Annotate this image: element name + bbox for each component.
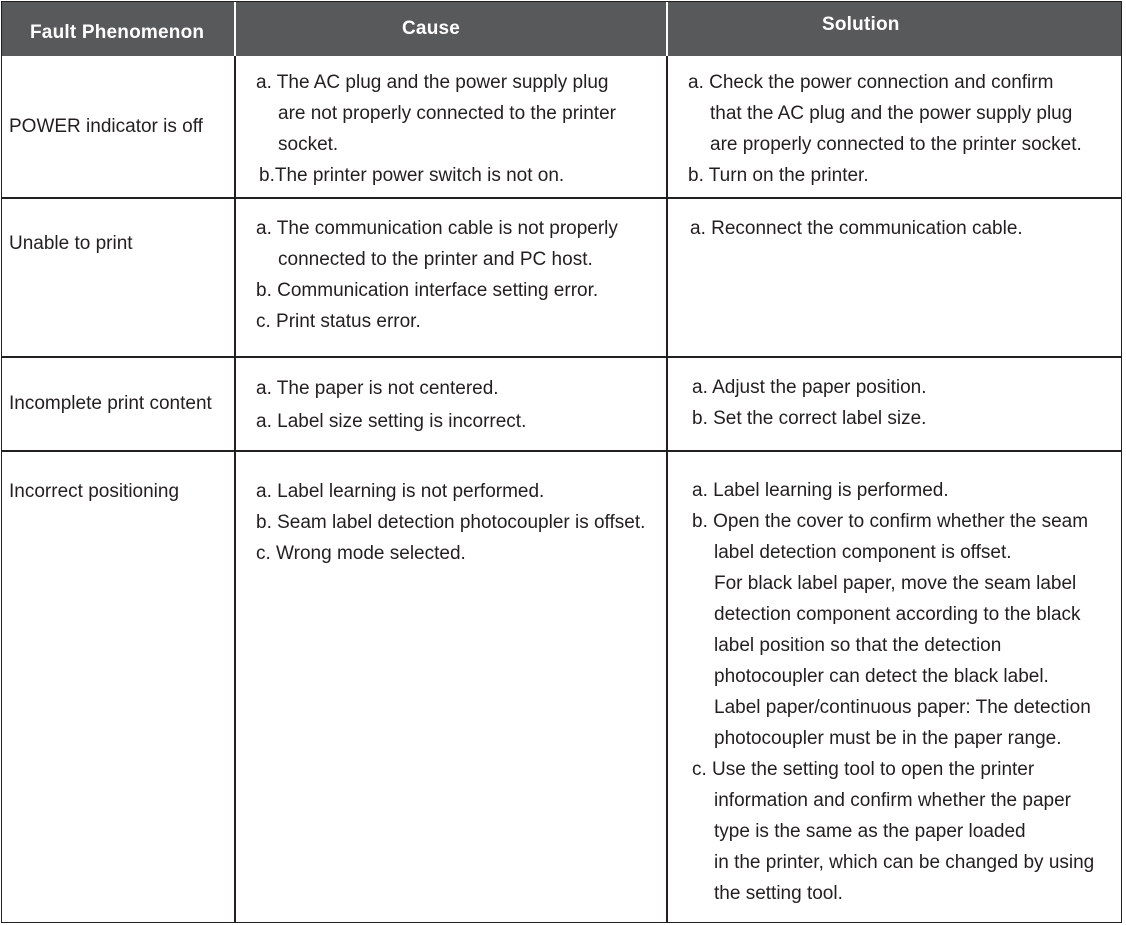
cause-line: a. The AC plug and the power supply plug xyxy=(256,72,609,93)
solution-line: b. Turn on the printer. xyxy=(688,165,869,186)
solution-incorrect-positioning xyxy=(692,475,1094,909)
solution-line: b. Open the cover to confirm whether the seam xyxy=(692,511,1089,532)
fault-incomplete-print: Incomplete print content xyxy=(9,393,212,414)
header-cause: Cause xyxy=(402,18,461,39)
row-divider xyxy=(2,356,1121,358)
cause-line: a. Label learning is not performed. xyxy=(256,481,545,502)
cause-incomplete-print xyxy=(256,373,526,437)
solution-line: are properly connected to the printer socket. xyxy=(710,134,1082,155)
header-fault: Fault Phenomenon xyxy=(30,22,205,43)
fault-unable-to-print: Unable to print xyxy=(9,233,133,254)
troubleshooting-table xyxy=(1,1,1122,923)
cause-line: a. The paper is not centered. xyxy=(256,378,499,399)
fault-power-indicator: POWER indicator is off xyxy=(9,116,203,137)
solution-line: For black label paper, move the seam label xyxy=(714,573,1077,594)
header-divider xyxy=(234,2,236,56)
cause-line: a. The communication cable is not properly xyxy=(256,218,618,239)
cause-line: c. Wrong mode selected. xyxy=(256,543,466,564)
solution-line: photocoupler must be in the paper range. xyxy=(714,728,1062,749)
solution-power-indicator xyxy=(688,67,1082,191)
cause-line: connected to the printer and PC host. xyxy=(278,249,593,270)
header-solution: Solution xyxy=(822,14,900,35)
cause-line: b. Seam label detection photocoupler is offset. xyxy=(256,512,646,533)
column-divider xyxy=(234,2,236,922)
solution-line: information and confirm whether the paper xyxy=(714,790,1071,811)
solution-line: label detection component is offset. xyxy=(714,542,1012,563)
row-divider xyxy=(2,197,1121,199)
cause-unable-to-print xyxy=(256,213,618,337)
solution-line: a. Label learning is performed. xyxy=(692,480,949,501)
solution-line: detection component according to the black xyxy=(714,604,1081,625)
cause-line: c. Print status error. xyxy=(256,311,421,332)
cause-power-indicator xyxy=(256,67,616,191)
solution-line: photocoupler can detect the black label. xyxy=(714,666,1049,687)
solution-line: b. Set the correct label size. xyxy=(692,408,927,429)
solution-unable-to-print xyxy=(690,213,1023,244)
solution-line: type is the same as the paper loaded xyxy=(714,821,1026,842)
cause-line: socket. xyxy=(278,134,339,155)
solution-incomplete-print xyxy=(692,372,927,434)
solution-line: the setting tool. xyxy=(714,883,843,904)
solution-line: c. Use the setting tool to open the printer xyxy=(692,759,1035,780)
solution-line: a. Check the power connection and confirm xyxy=(688,72,1054,93)
solution-line: label position so that the detection xyxy=(714,635,1002,656)
solution-line: Label paper/continuous paper: The detection xyxy=(714,697,1091,718)
cause-line: are not properly connected to the printer xyxy=(278,103,616,124)
solution-line: a. Adjust the paper position. xyxy=(692,377,927,398)
row-divider xyxy=(2,450,1121,452)
header-divider xyxy=(666,2,668,56)
solution-line: a. Reconnect the communication cable. xyxy=(690,218,1023,239)
column-divider xyxy=(666,2,668,922)
table-header xyxy=(2,2,1121,56)
cause-line: b.The printer power switch is not on. xyxy=(259,165,565,186)
solution-line: that the AC plug and the power supply plug xyxy=(710,103,1073,124)
solution-line: in the printer, which can be changed by using xyxy=(714,852,1095,873)
cause-incorrect-positioning xyxy=(256,476,645,569)
fault-incorrect-positioning: Incorrect positioning xyxy=(9,481,180,502)
cause-line: a. Label size setting is incorrect. xyxy=(256,411,527,432)
cause-line: b. Communication interface setting error. xyxy=(256,280,599,301)
